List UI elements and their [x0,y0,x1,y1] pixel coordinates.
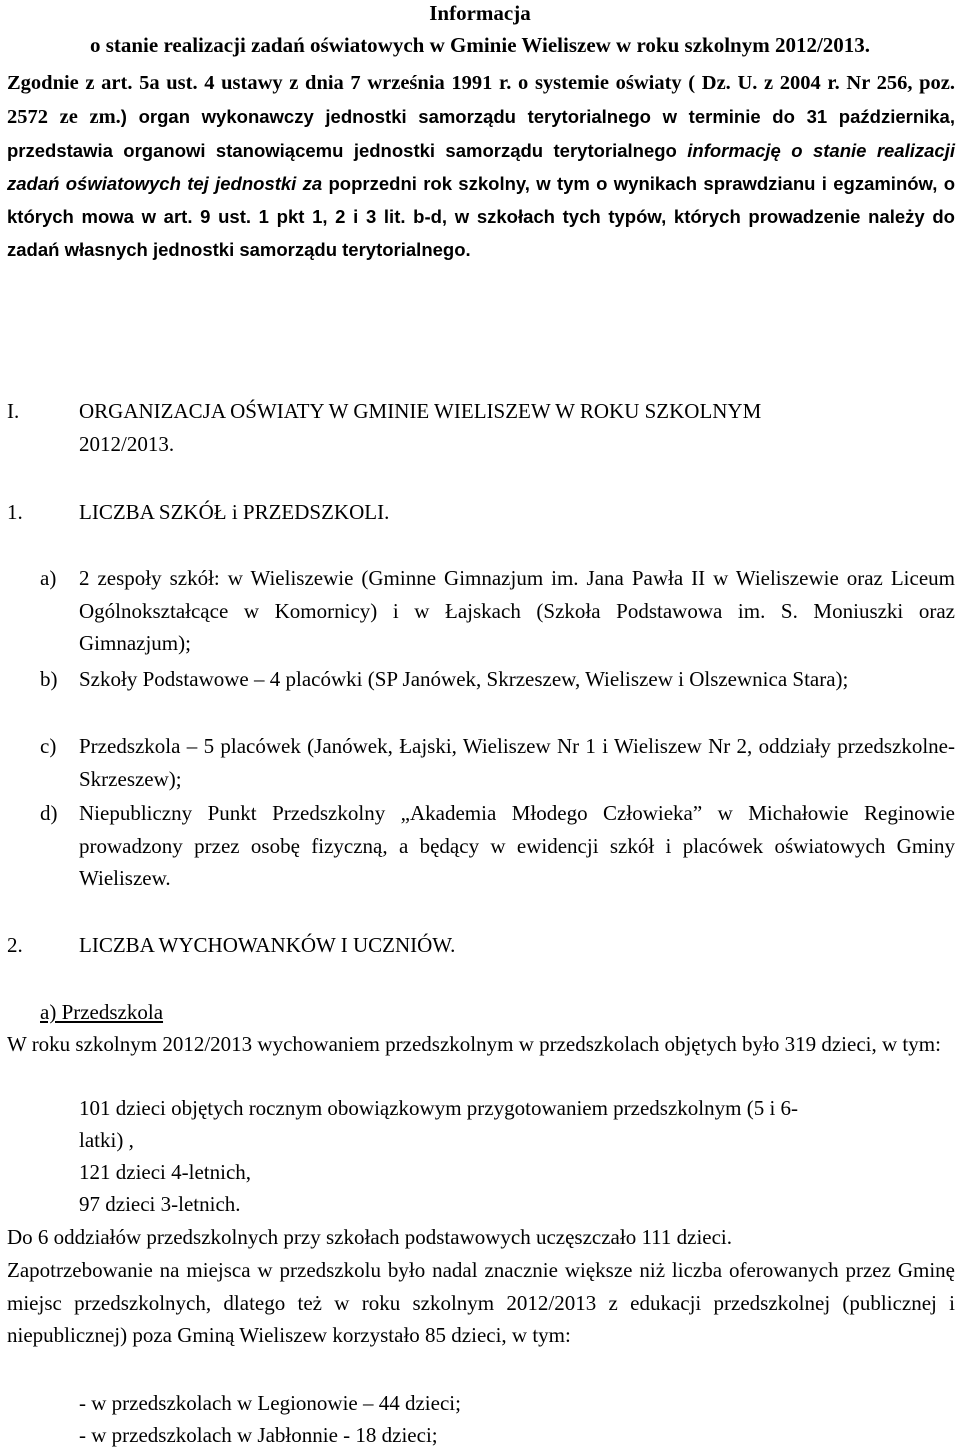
list-item-a-label: a) [40,566,57,590]
indent-line-1: 101 dzieci objętych rocznym obowiązkowym przygotowaniem przedszkolnym (5 i 6- [79,1096,799,1120]
intro-legal-basis: Zgodnie z art. 5a ust. 4 ustawy z dnia 7 września 1991 r. o systemie oświaty ( Dz. U. z 2004 r. Nr 256, poz. 2572 ze zm. [7,72,955,128]
list-item-b: Szkoły Podstawowe – 4 placówki (SP Janówek, Skrzeszew, Wieliszew i Olszewnica Stara); [79,667,849,691]
intro-italic-text: informację o stanie realizacji zadań oświatowych tej jednostki za [7,140,955,194]
dash-line-legionowo: - w przedszkolach w Legionowie – 44 dzieci; [79,1391,461,1415]
section-1-title-line2: 2012/2013. [79,432,175,456]
intro-text-end: poprzedni rok szkolny, w tym o wynikach sprawdzianu i egzaminów, o których mowa w art. 9 ust. 1 pkt 1, 2 i 3 lit. b-d, w szkołach tych typów, których prowadzenie należy do zadań własnych jednostki samorządu terytorialnego. [7,173,956,260]
indent-line-2: latki) , [79,1128,134,1152]
list-item-d: Niepubliczny Punkt Przedszkolny „Akademia Młodego Człowieka” w Michałowie Reginowie prowadzony przez osobę fizyczną, a będący w ewidencji szkół i placówek oświatowych Gminy Wieliszew. [79,801,955,890]
intro-text: ) organ wykonawczy jednostki samorządu terytorialnego w terminie do 31 października, przedstawia organowi stanowiącemu jednostki samorządu terytorialnego [7,106,955,161]
list-item-a: 2 zespoły szkół: w Wieliszewie (Gminne Gimnazjum im. Jana Pawła II w Wieliszewie oraz Liceum Ogólnokształcące w Komornicy) i w Łajskach (Szkoła Podstawowa im. S. Moniuszki oraz Gimnazjum); [79,566,955,655]
section-1-1-number: 1. [7,500,23,524]
subsection-a-heading: a) Przedszkola [40,1000,164,1024]
document-title: Informacja [429,1,531,25]
list-item-c: Przedszkola – 5 placówek (Janówek, Łajski, Wieliszew Nr 1 i Wieliszew Nr 2, oddziały przedszkolne- Skrzeszew); [79,734,955,791]
preschool-summary-paragraph: W roku szkolnym 2012/2013 wychowaniem przedszkolnym w przedszkolach objętych było 319 dzieci, w tym: [7,1032,941,1056]
section-1-number: I. [7,399,20,423]
intro-paragraph [7,66,955,266]
section-2-number: 2. [7,933,23,957]
preschool-departments-paragraph: Do 6 oddziałów przedszkolnych przy szkołach podstawowych uczęszczało 111 dzieci. [7,1225,733,1249]
list-item-c-label: c) [40,734,57,758]
indent-line-4: 97 dzieci 3-letnich. [79,1192,241,1216]
list-item-b-label: b) [40,667,58,691]
section-1-title-line1: ORGANIZACJA OŚWIATY W GMINIE WIELISZEW W ROKU SZKOLNYM [79,399,762,423]
section-2-title: LICZBA WYCHOWANKÓW I UCZNIÓW. [79,933,456,957]
section-1-1-title: LICZBA SZKÓŁ i PRZEDSZKOLI. [79,500,390,524]
demand-paragraph: Zapotrzebowanie na miejsca w przedszkolu było nadal znacznie większe niż liczba oferowanych przez Gminę miejsc przedszkolnych, dlatego też w roku szkolnym 2012/2013 z edukacji przedszkolnej (publicznej i niepublicznej) poza Gminą Wieliszew korzystało 85 dzieci, w tym: [7,1258,955,1347]
dash-line-jablonna: - w przedszkolach w Jabłonnie - 18 dzieci; [79,1423,438,1447]
document-subtitle: o stanie realizacji zadań oświatowych w Gminie Wieliszew w roku szkolnym 2012/2013. [89,33,871,57]
list-item-d-label: d) [40,801,58,825]
indent-line-3: 121 dzieci 4-letnich, [79,1160,252,1184]
